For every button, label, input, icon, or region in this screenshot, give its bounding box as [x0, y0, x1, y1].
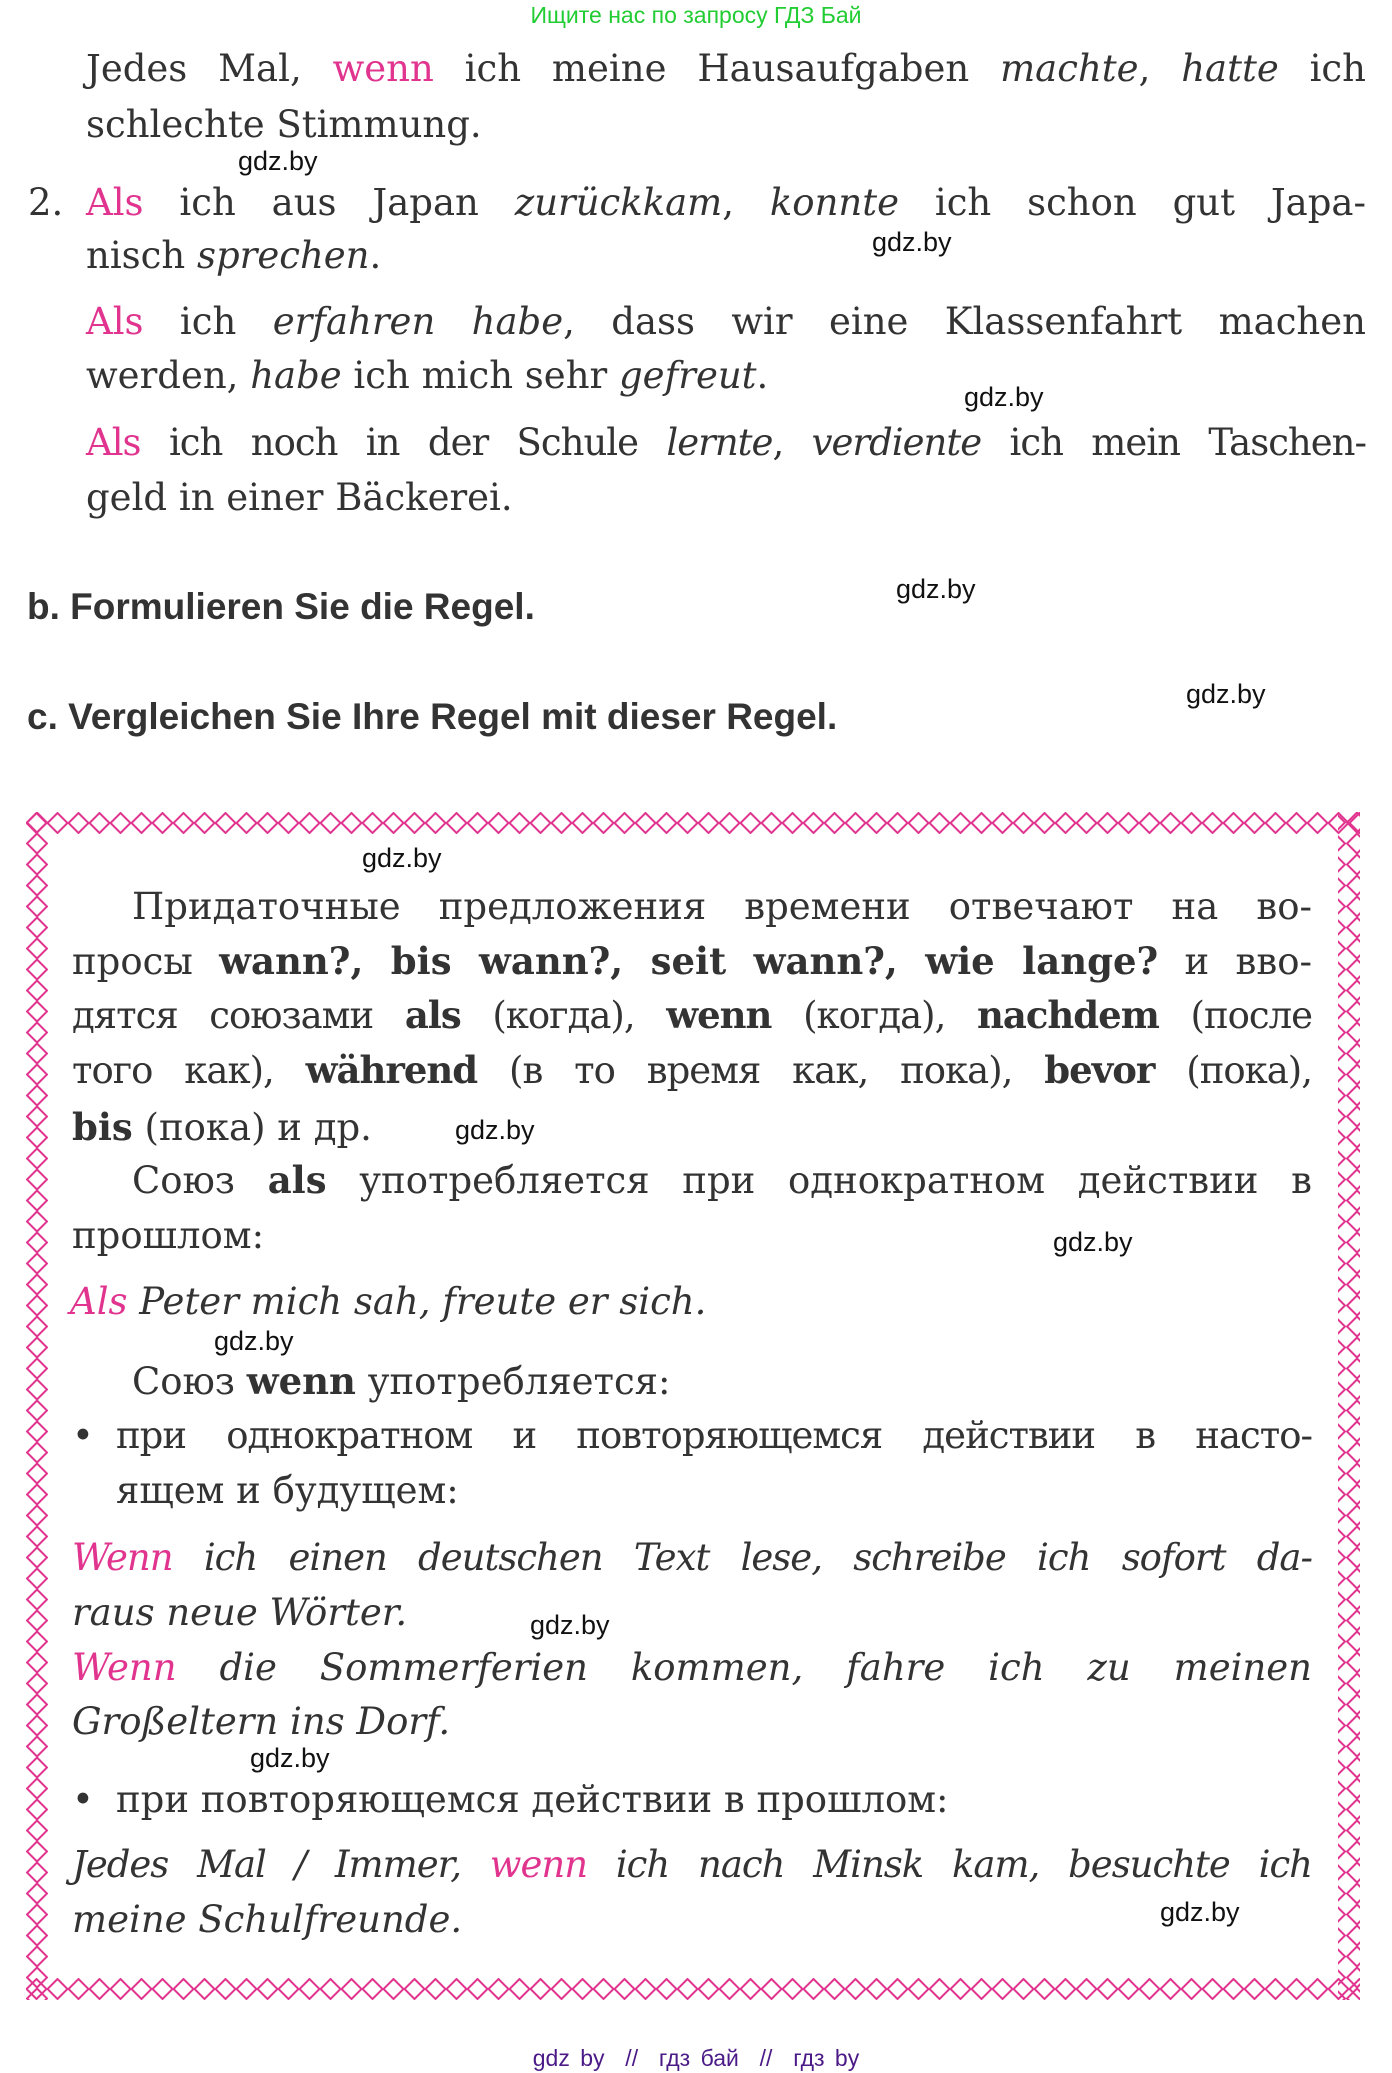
example-line: geld in einer Bäckerei.: [86, 476, 513, 519]
bullet-item: ящем и будущем:: [116, 1469, 459, 1512]
rule-text-line: прошлом:: [72, 1214, 265, 1257]
task-c-heading: c. Vergleichen Sie Ihre Regel mit dieser Regel.: [27, 696, 838, 737]
watermark: gdz.by: [214, 1326, 294, 1356]
example-sentence: meine Schulfreunde.: [72, 1898, 463, 1941]
watermark: gdz.by: [1053, 1227, 1133, 1257]
conjunction-highlight: Als: [86, 421, 141, 464]
rule-text-line: просы wann?, bis wann?, seit wann?, wie lange? и вво-: [72, 939, 1312, 983]
watermark: gdz.by: [250, 1743, 330, 1773]
conjunction-highlight: Als: [86, 300, 144, 343]
item-number: 2.: [28, 181, 64, 224]
example-sentence: Wenn ich einen deutschen Text lese, schreibe ich sofort da-: [72, 1536, 1312, 1579]
example-sentence: raus neue Wörter.: [72, 1591, 408, 1634]
conjunction-highlight: Wenn: [72, 1536, 173, 1579]
example-line: Als ich erfahren habe, dass wir eine Klassenfahrt machen: [86, 300, 1366, 343]
conjunction-highlight: Als: [86, 181, 144, 224]
task-b-heading: b. Formulieren Sie die Regel.: [27, 586, 535, 627]
rule-text-line: Союз als употребляется при однократном действии в: [132, 1158, 1313, 1202]
example-line: Als ich noch in der Schule lernte, verdiente ich mein Taschen-: [86, 421, 1366, 464]
conjunction-highlight: Wenn: [72, 1646, 177, 1689]
example-line: nisch sprechen.: [86, 234, 382, 277]
example-line: Jedes Mal, wenn ich meine Hausaufgaben machte, hatte ich: [86, 47, 1366, 90]
watermark: gdz.by: [362, 843, 442, 873]
watermark: gdz.by: [1186, 679, 1266, 709]
watermark: gdz.by: [1160, 1897, 1240, 1927]
rule-text-line: Придаточные предложения времени отвечают на во-: [132, 885, 1312, 928]
watermark: gdz.by: [964, 382, 1044, 412]
watermark: gdz.by: [530, 1610, 610, 1640]
bullet-item: при однократном и повторяющемся действии в насто-: [116, 1414, 1312, 1457]
rule-text-line: Союз wenn употребляется:: [132, 1359, 671, 1403]
watermark: gdz.by: [455, 1115, 535, 1145]
footer-links[interactable]: gdz by // гдз бай // гдз by: [532, 2045, 860, 2071]
example-sentence: Jedes Mal / Immer, wenn ich nach Minsk kam, besuchte ich: [72, 1843, 1313, 1886]
example-line: werden, habe ich mich sehr gefreut.: [86, 354, 769, 397]
rule-text-line: bis (пока) и др.: [72, 1105, 372, 1149]
example-sentence: Großeltern ins Dorf.: [72, 1700, 451, 1743]
rule-text-line: того как), während (в то время как, пока), bevor (пока),: [72, 1048, 1313, 1092]
bullet-item: при повторяющемся действии в прошлом:: [116, 1778, 949, 1821]
example-line: Als ich aus Japan zurückkam, konnte ich schon gut Japa-: [86, 181, 1366, 224]
example-sentence: Als Peter mich sah, freute er sich.: [70, 1280, 707, 1323]
conjunction-highlight: wenn: [489, 1843, 588, 1886]
conjunction-highlight: wenn: [332, 47, 434, 90]
watermark: gdz.by: [238, 146, 318, 176]
rule-text-line: дятся союзами als (когда), wenn (когда), nachdem (после: [72, 993, 1313, 1037]
watermark: gdz.by: [896, 574, 976, 604]
conjunction-highlight: Als: [70, 1280, 128, 1323]
bullet-glyph: •: [72, 1778, 94, 1821]
example-sentence: Wenn die Sommerferien kommen, fahre ich zu meinen: [72, 1646, 1312, 1689]
bullet-glyph: •: [72, 1414, 94, 1457]
header-search-note[interactable]: Ищите нас по запросу ГДЗ Бай: [530, 2, 862, 28]
example-line: schlechte Stimmung.: [86, 103, 482, 146]
watermark: gdz.by: [872, 227, 952, 257]
